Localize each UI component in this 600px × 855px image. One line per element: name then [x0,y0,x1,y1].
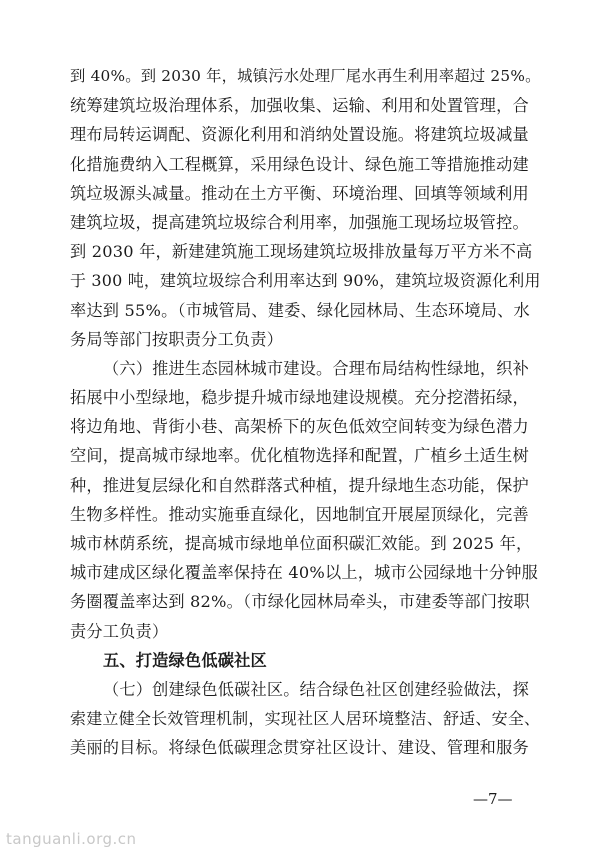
text-line: 建筑垃圾，提高建筑垃圾综合利用率，加强施工现场垃圾管控。 [70,212,529,232]
text-line: 理布局转运调配、资源化利用和消纳处置设施。将建筑垃圾减量 [70,125,529,145]
text-line: 责分工负责） [70,621,169,641]
body-text [70,62,540,763]
text-line: 到 2030 年，新建建筑施工现场建筑垃圾排放量每万平方米不高 [70,242,533,262]
site-watermark: tanguanli.org.cn [6,830,137,848]
text-line: （七）创建绿色低碳社区。结合绿色社区创建经验做法，探 [103,679,530,699]
text-line: 空间，提高城市绿地率。优化植物选择和配置，广植乡土适生树 [70,446,529,466]
text-line: 务圈覆盖率达到 82%。（市绿化园林局牵头，市建委等部门按职 [70,592,530,612]
text-line: 将边角地、背街小巷、高架桥下的灰色低效空间转变为绿色潜力 [70,417,529,437]
text-line: 务局等部门按职责分工负责） [70,329,284,349]
text-line: 化措施费纳入工程概算，采用绿色设计、绿色施工等措施推动建 [70,154,529,174]
section-heading: 五、打造绿色低碳社区 [103,650,267,670]
text-line: 生物多样性。推动实施垂直绿化，因地制宜开展屋顶绿化，完善 [70,504,529,524]
text-line: 统筹建筑垃圾治理体系，加强收集、运输、利用和处置管理，合 [70,96,529,116]
text-line: 索建立健全长效管理机制，实现社区人居环境整洁、舒适、安全、 [70,709,541,729]
text-line: 城市建成区绿化覆盖率保持在 40%以上，城市公园绿地十分钟服 [70,563,538,583]
text-line: （六）推进生态园林城市建设。合理布局结构性绿地，织补 [103,358,530,378]
text-line: 种，推进复层绿化和自然群落式种植，提升绿地生态功能，保护 [70,475,529,495]
text-line: 到 40%。到 2030 年，城镇污水处理厂尾水再生利用率超过 25%。 [70,67,541,85]
text-line: 于 300 吨，建筑垃圾综合利用率达到 90%，建筑垃圾资源化利用 [70,271,541,291]
text-line: 拓展中小型绿地，稳步提升城市绿地建设规模。充分挖潜拓绿， [70,388,529,408]
text-line: 筑垃圾源头减量。推动在土方平衡、环境治理、回填等领域利用 [70,183,529,203]
text-line: 率达到 55%。（市城管局、建委、绿化园林局、生态环境局、水 [70,300,530,320]
text-line: 美丽的目标。将绿色低碳理念贯穿社区设计、建设、管理和服务 [70,738,529,758]
page-number: —7— [473,790,513,808]
text-line: 城市林荫系统，提高城市绿地单位面积碳汇效能。到 2025 年， [70,534,533,553]
